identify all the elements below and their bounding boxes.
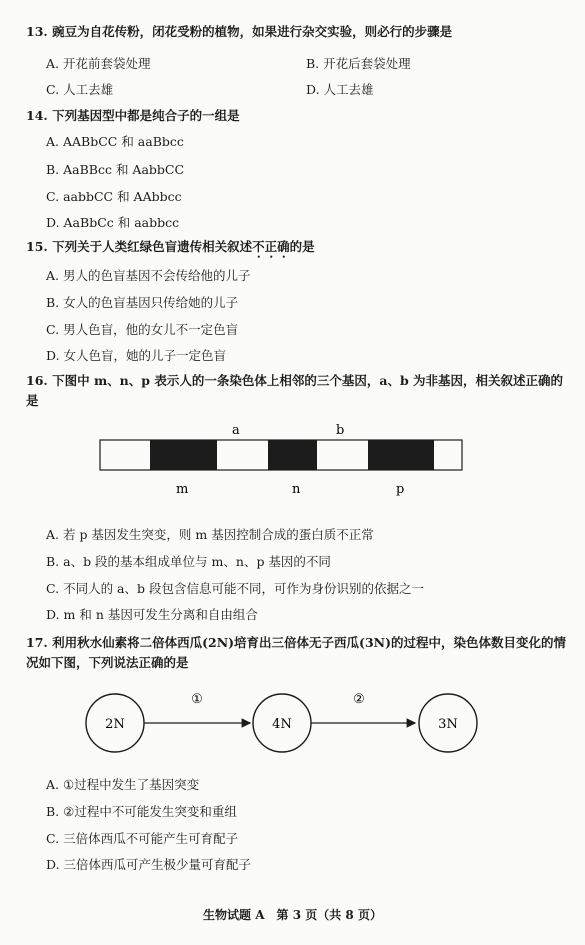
q17-option-d: D. 三倍体西瓜可产生极少量可育配子 (46, 857, 252, 872)
q14-option-d: D. AaBbCc 和 aabbcc (46, 215, 180, 230)
step-2-label: ② (353, 692, 365, 707)
label-p: p (396, 482, 405, 497)
q16-option-a: A. 若 p 基因发生突变，则 m 基因控制合成的蛋白质不正常 (46, 527, 374, 542)
q13-option-d: D. 人工去雄 (306, 82, 374, 97)
q13-option-b: B. 开花后套袋处理 (306, 56, 411, 71)
q15-option-a: A. 男人的色盲基因不会传给他的儿子 (46, 268, 251, 283)
label-b: b (336, 423, 345, 438)
gene-p-block (368, 440, 434, 470)
q14-option-a: A. AABbCC 和 aaBbcc (46, 134, 184, 149)
q13-option-a: A. 开花前套袋处理 (46, 56, 151, 71)
label-n: n (292, 482, 301, 497)
step-1-label: ① (191, 692, 203, 707)
q15-stem-suffix: 的是 (289, 239, 315, 254)
q17-option-a: A. ①过程中发生了基因突变 (46, 777, 200, 792)
q17-option-c: C. 三倍体西瓜不可能产生可育配子 (46, 831, 239, 846)
gene-m-block (150, 440, 217, 470)
page-footer: 生物试题 A 第 3 页（共 8 页） (203, 908, 382, 922)
q15-option-c: C. 男人色盲，他的女儿不一定色盲 (46, 322, 239, 337)
q15-option-d: D. 女人色盲，她的儿子一定色盲 (46, 348, 227, 363)
q16-option-b: B. a、b 段的基本组成单位与 m、n、p 基因的不同 (46, 554, 331, 569)
question-17-stem: 17. 利用秋水仙素将二倍体西瓜(2N)培育出三倍体无子西瓜(3N)的过程中，染色体数目变化的情况如下图，下列说法正确的是 (26, 635, 567, 670)
question-14-stem: 14. 下列基因型中都是纯合子的一组是 (26, 108, 240, 123)
chromosome-diagram (0, 418, 585, 503)
q16-option-d: D. m 和 n 基因可发生分离和自由组合 (46, 607, 258, 622)
node-2n-label: 2N (105, 717, 125, 732)
q15-option-b: B. 女人的色盲基因只传给她的儿子 (46, 295, 239, 310)
chromosome-number-flow-diagram (0, 683, 585, 763)
node-3n-label: 3N (438, 717, 458, 732)
question-13-stem: 13. 豌豆为自花传粉，闭花受粉的植物，如果进行杂交实验，则必行的步骤是 (26, 24, 453, 39)
label-a: a (232, 423, 240, 438)
q15-stem-emphasis: 不正确 (252, 239, 290, 254)
label-m: m (176, 482, 189, 497)
q16-option-c: C. 不同人的 a、b 段包含信息可能不同，可作为身份识别的依据之一 (46, 581, 424, 596)
q14-option-c: C. aabbCC 和 AAbbcc (46, 189, 182, 204)
question-16-stem: 16. 下图中 m、n、p 表示人的一条染色体上相邻的三个基因，a、b 为非基因，相关叙述正确的是 (26, 373, 564, 408)
q17-option-b: B. ②过程中不可能发生突变和重组 (46, 804, 237, 819)
gene-n-block (268, 440, 317, 470)
q13-option-c: C. 人工去雄 (46, 82, 114, 97)
question-15-stem (26, 237, 566, 261)
q15-stem-prefix: 15. 下列关于人类红绿色盲遗传相关叙述 (26, 239, 253, 254)
node-4n-label: 4N (272, 717, 292, 732)
q14-option-b: B. AaBBcc 和 AabbCC (46, 162, 185, 177)
